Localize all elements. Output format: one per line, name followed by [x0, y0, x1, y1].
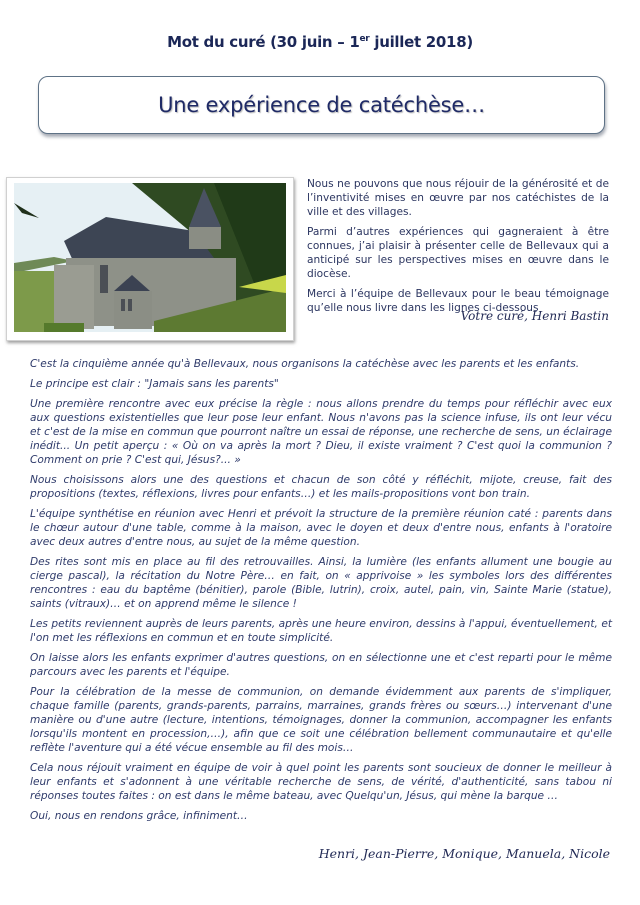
title-banner [38, 76, 605, 134]
article-paragraph: Les petits reviennent auprès de leurs parents, après une heure environ, dessins à l'appui, éventuellement, et l'on met les réflexions en commun et en toute simplicité. [30, 618, 612, 644]
church-photo [14, 183, 286, 332]
article-body [30, 357, 612, 829]
article-paragraph: Oui, nous en rendons grâce, infiniment… [30, 810, 248, 822]
intro-column [307, 177, 609, 321]
article-paragraph: Pour la célébration de la messe de communion, on demande évidemment aux parents de s'impliquer, chaque famille (parents, grands-parents, parrains, marraines, grands frères ou sœurs…) intervenant d'une manière ou d'une autre (lecture, intentions, témoignages, donner la communion, accompagner les enfants lorsqu'ils montent en procession,…), afin que ce soit une célébration bellement communautaire et qu'elle reflète l'aventure qui a été vécue ensemble au fil des mois… [30, 686, 612, 754]
article-paragraph: C'est la cinquième année qu'à Bellevaux, nous organisons la catéchèse avec les parents et les enfants. [30, 358, 580, 370]
church-illustration [14, 183, 286, 332]
photo-frame [6, 177, 294, 341]
article-paragraph: On laisse alors les enfants exprimer d'autres questions, on en sélectionne une et c'est reparti pour le même parcours avec les parents et l'équipe. [30, 652, 612, 678]
article-paragraph: Des rites sont mis en place au fil des retrouvailles. Ainsi, la lumière (les enfants allument une bougie au cierge pascal), la récitation du Notre Père… en fait, on « apprivoise » les symboles lors des différentes rencontres : eau du baptême (bénitier), parole (Bible, lutrin), croix, autel, pain, vin, Sainte Marie (statue), saints (vitraux)… et on apprend même le silence ! [30, 556, 612, 610]
article-signature: Henri, Jean-Pierre, Monique, Manuela, Nicole [318, 846, 610, 861]
header-title-superscript: er [359, 34, 370, 44]
page-header-title [0, 33, 640, 51]
article-title: Une expérience de catéchèse… [158, 93, 485, 117]
article-paragraph: Le principe est clair : "Jamais sans les parents" [30, 378, 279, 390]
intro-paragraph: Parmi d’autres expériences qui gagneraient à être connues, j’ai plaisir à présenter celle de Bellevaux qui a anticipé sur les perspectives mises en œuvre dans le diocèse. [307, 226, 609, 280]
intro-paragraph: Merci à l’équipe de Bellevaux pour le beau témoignage qu’elle nous livre dans les lignes ci-dessous [307, 288, 609, 314]
intro-signature: Votre curé, Henri Bastin [460, 309, 609, 323]
article-paragraph: Nous choisissons alors une des questions et chacun de son côté y réfléchit, mijote, creuse, fait des propositions (textes, réflexions, livres pour enfants…) et les mails-propositions vont bon train. [30, 474, 612, 500]
article-paragraph: Cela nous réjouit vraiment en équipe de voir à quel point les parents sont soucieux de donner le meilleur à leur enfants et s'adonnent à une véritable recherche de sens, de vérité, d'authenticité, sans tabou ni réponses toutes faites : on est dans le même bateau, avec Quelqu'un, Jésus, qui mène la barque … [30, 762, 612, 802]
article-paragraph: Une première rencontre avec eux précise la règle : nous allons prendre du temps pour réfléchir avec eux aux questions existentielles que leur pose leur enfant. Nous n'avons pas la science infuse, ils ont leur vécu et c'est de la mise en commun que pourront naître un essai de réponse, une recherche de sens, un éclairage inédit... Un petit aperçu : « Où on va après la mort ? Dieu, il existe vraiment ? C'est quoi la communion ? Comment on prie ? C'est qui, Jésus?... » [30, 398, 612, 466]
intro-paragraph: Nous ne pouvons que nous réjouir de la générosité et de l’inventivité mises en œuvre par nos catéchistes de la ville et des villages. [307, 178, 609, 218]
header-title-text: Mot du curé (30 juin – 1 [167, 33, 360, 51]
header-title-text-end: juillet 2018) [369, 33, 473, 51]
article-paragraph: L'équipe synthétise en réunion avec Henri et prévoit la structure de la première réunion caté : parents dans le chœur autour d'une table, comme à la maison, avec le doyen et deux d'entre nous, enfants à l'oratoire avec deux autres d'entre nous, au sujet de la même question. [30, 508, 612, 548]
